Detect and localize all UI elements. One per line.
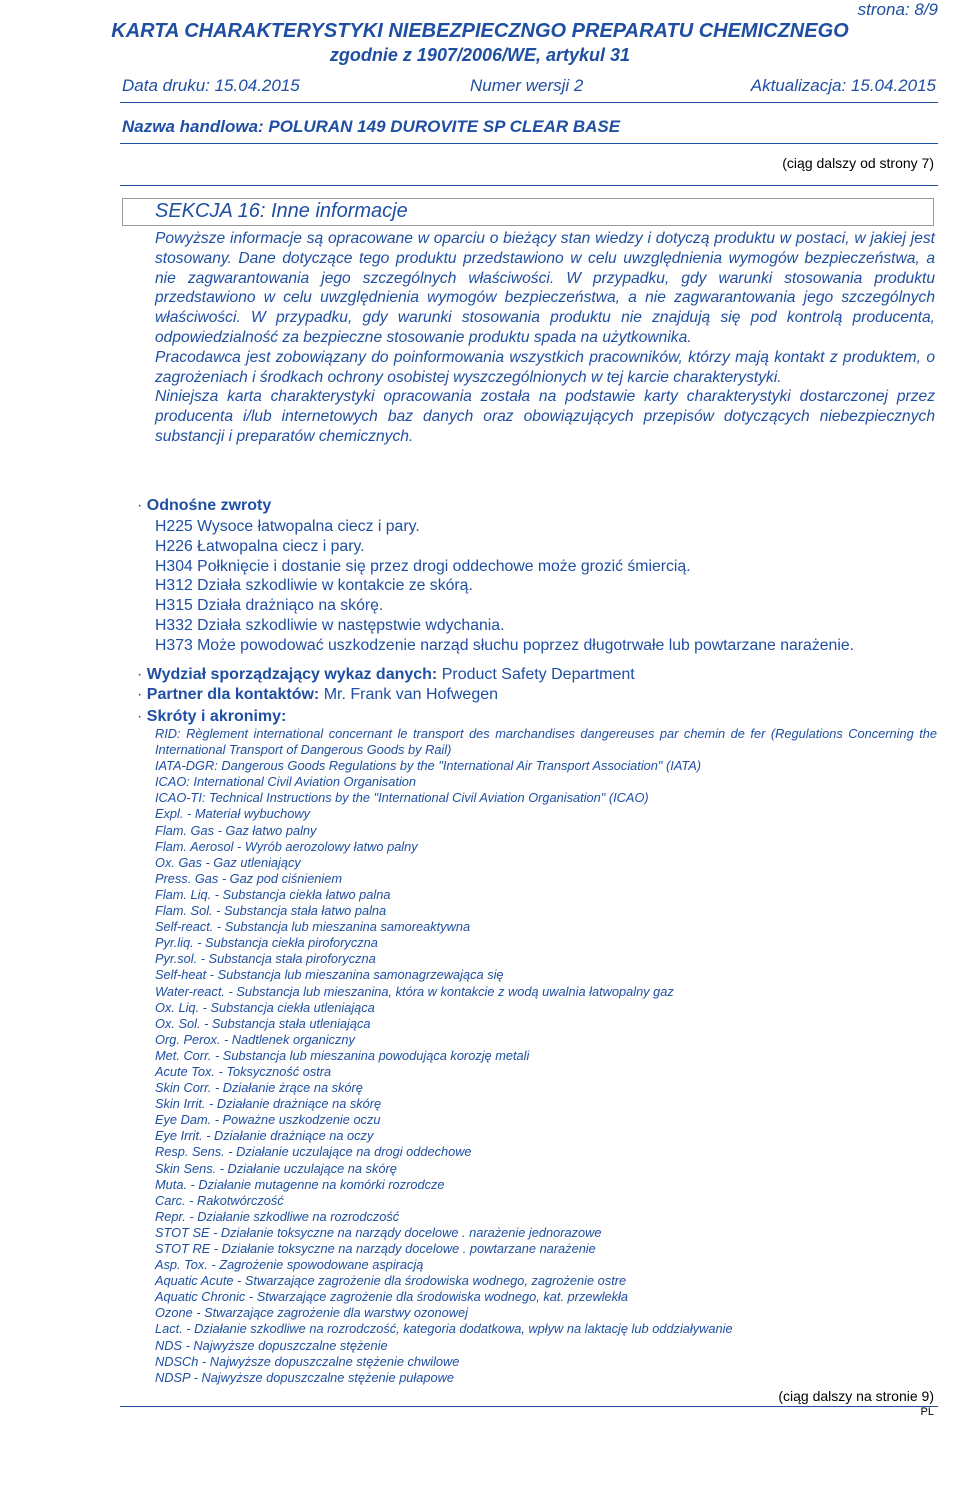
page-number: strona: 8/9 (857, 0, 938, 19)
document-title: KARTA CHARAKTERYSTYKI NIEBEZPIECZNGO PREPARATU CHEMICZNEGO (111, 20, 849, 42)
list-item: NDSCh - Najwyższe dopuszczalne stężenie chwilowe (155, 1353, 460, 1369)
list-item: Flam. Gas - Gaz łatwo palny (155, 822, 317, 838)
list-item: Carc. - Rakotwórczość (155, 1192, 284, 1208)
list-item: H226 Łatwopalna ciecz i pary. (155, 537, 365, 555)
list-item: NDS - Najwyższe dopuszczalne stężenie (155, 1337, 388, 1353)
list-item: Self-react. - Substancja lub mieszanina samoreaktywna (155, 919, 471, 935)
list-item: Acute Tox. - Toksyczność ostra (155, 1063, 332, 1079)
list-item: Ox. Liq. - Substancja ciekła utleniająca (155, 999, 375, 1015)
list-item: ICAO-TI: Technical Instructions by the "International Civil Aviation Organisation" (ICAO) (155, 790, 649, 806)
update-date: Aktualizacja: 15.04.2015 (750, 76, 936, 95)
print-date: Data druku: 15.04.2015 (122, 76, 300, 95)
list-item: Self-heat - Substancja lub mieszanina samonagrzewająca się (155, 967, 504, 983)
list-item: Ox. Sol. - Substancja stała utleniająca (155, 1015, 371, 1031)
list-item: Met. Corr. - Substancja lub mieszanina powodująca korozję metali (155, 1047, 530, 1063)
header-divider (120, 102, 938, 103)
list-item: Lact. - Działanie szkodliwe na rozrodczość, kategoria dodatkowa, wpływ na laktację lub oddziaływanie (155, 1321, 733, 1337)
list-item: Expl. - Materiał wybuchowy (155, 806, 311, 822)
list-item: ICAO: International Civil Aviation Organisation (155, 774, 417, 790)
paragraph-source: Niniejsza karta charakterystyki opracowania została na podstawie karty charakterystyki dostarczonej przez producenta i/lub internetowych baz danych oraz obowiązujących przepisów dotyczących niebezpiecznych substancji i preparatów chemicznych. (155, 388, 935, 445)
trade-name: Nazwa handlowa: POLURAN 149 DUROVITE SP CLEAR BASE (122, 117, 621, 136)
list-item: Muta. - Działanie mutagenne na komórki rozrodcze (155, 1176, 445, 1192)
footer-divider (120, 1406, 938, 1407)
list-item: Skin Sens. - Działanie uczulające na skórę (155, 1160, 397, 1176)
hazard-phrases-list (155, 517, 854, 656)
list-item: Skin Irrit. - Działanie drażniące na skórę (155, 1096, 382, 1112)
list-item: Pyr.sol. - Substancja stała piroforyczna (155, 951, 376, 967)
section-body (155, 229, 935, 447)
list-item: Flam. Liq. - Substancja ciekła łatwo palna (155, 886, 391, 902)
list-item: STOT RE - Działanie toksyczne na narządy docelowe . powtarzane narażenie (155, 1241, 596, 1256)
list-item: Ox. Gas - Gaz utleniający (155, 854, 301, 870)
abbreviations-heading: · Skróty i akronimy: (137, 708, 287, 725)
list-item: H315 Działa drażniąco na skórę. (155, 597, 384, 615)
continued-to: (ciąg dalszy na stronie 9) (778, 1388, 934, 1404)
list-item: Eye Irrit. - Działanie drażniące na oczy (155, 1128, 374, 1144)
list-item: Resp. Sens. - Działanie uczulające na drogi oddechowe (155, 1144, 472, 1160)
list-item: Aquatic Chronic - Stwarzające zagrożenie dla środowiska wodnego, kat. przewlekła (155, 1289, 629, 1305)
section-top-divider (120, 185, 938, 186)
list-item: Asp. Tox. - Zagrożenie spowodowane aspiracją (155, 1257, 424, 1273)
list-item: Eye Dam. - Poważne uszkodzenie oczu (155, 1112, 381, 1128)
list-item: Press. Gas - Gaz pod ciśnieniem (155, 870, 343, 886)
list-item: STOT SE - Działanie toksyczne na narządy docelowe . narażenie jednorazowe (155, 1224, 602, 1240)
partner-line: · Partner dla kontaktów: Mr. Frank van Hofwegen (137, 686, 499, 703)
trade-name-divider (120, 143, 938, 144)
list-item: Aquatic Acute - Stwarzające zagrożenie dla środowiska wodnego, zagrożenie ostre (155, 1273, 627, 1289)
list-item: H304 Połknięcie i dostanie się przez drogi oddechowe może grozić śmiercią. (155, 557, 691, 575)
list-item: IATA-DGR: Dangerous Goods Regulations by the "International Air Transport Association" (IATA) (155, 758, 702, 774)
list-item: Skin Corr. - Działanie żrące na skórę (155, 1080, 363, 1096)
paragraph-employer: Pracodawca jest zobowiązany do poinformowania wszystkich pracowników, którzy mają kontakt z produktem, o zagrożeniach i środkach ochrony osobistej wyszczególnionych w tej karcie charakterystyki. (155, 348, 935, 386)
phrases-heading: · Odnośne zwroty (137, 497, 272, 514)
list-item: NDSP - Najwyższe dopuszczalne stężenie pułapowe (155, 1369, 454, 1385)
list-item: Ozone - Stwarzające zagrożenie dla warstwy ozonowej (155, 1305, 468, 1321)
list-item: H332 Działa szkodliwie w następstwie wdychania. (155, 616, 505, 634)
list-item: H373 Może powodować uszkodzenie narząd słuchu poprzez długotrwałe lub powtarzane narażenie. (155, 636, 854, 654)
continued-from: (ciąg dalszy od strony 7) (782, 155, 934, 171)
list-item: Flam. Sol. - Substancja stała łatwo palna (155, 903, 387, 919)
document-subtitle: zgodnie z 1907/2006/WE, artykul 31 (329, 45, 631, 65)
language-code: PL (920, 1406, 934, 1418)
list-item: H225 Wysoce łatwopalna ciecz i pary. (155, 518, 420, 535)
version-number: Numer wersji 2 (470, 76, 584, 95)
list-item: Water-react. - Substancja lub mieszanina, która w kontakcie z wodą uwalnia łatwopalny gaz (155, 983, 674, 999)
list-item: Flam. Aerosol - Wyrób aerozolowy łatwo palny (155, 838, 418, 854)
list-item: RID: Règlement international concernant le transport des marchandises dangereuses par chemin de fer (Regulations Concerning the International Transport of Dangerous Goods by Rail) (155, 726, 937, 758)
paragraph-disclaimer: Powyższe informacje są opracowane w oparciu o bieżący stan wiedzy i dotyczą produktu w postaci, w jakiej jest stosowany. Dane dotyczące tego produktu przedstawiono w celu uwzględnienia wymogów bezpieczeństwa, a nie zagwarantowania jego szczególnych właściwości. W przypadku, gdy warunki stosowania produktu przedstawiono w celu uwzględnienia wymogów bezpieczeństwa, a nie zagwarantowania jego szczególnych właściwości. W przypadku, gdy warunki stosowania produktu nie znajdują się pod kontrolą producenta, odpowiedzialność za bezpieczne stosowanie produktu spada na użytkownika. (155, 230, 935, 346)
list-item: H312 Działa szkodliwie w kontakcie ze skórą. (155, 577, 473, 595)
department-line: · Wydział sporządzający wykaz danych: Product Safety Department (137, 666, 635, 683)
list-item: Org. Perox. - Nadtlenek organiczny (155, 1031, 355, 1047)
list-item: Pyr.liq. - Substancja ciekła piroforyczna (155, 935, 378, 951)
section-title: SEKCJA 16: Inne informacje (155, 200, 408, 222)
list-item: Repr. - Działanie szkodliwe na rozrodczość (155, 1208, 400, 1224)
abbreviations-list (155, 726, 937, 1386)
